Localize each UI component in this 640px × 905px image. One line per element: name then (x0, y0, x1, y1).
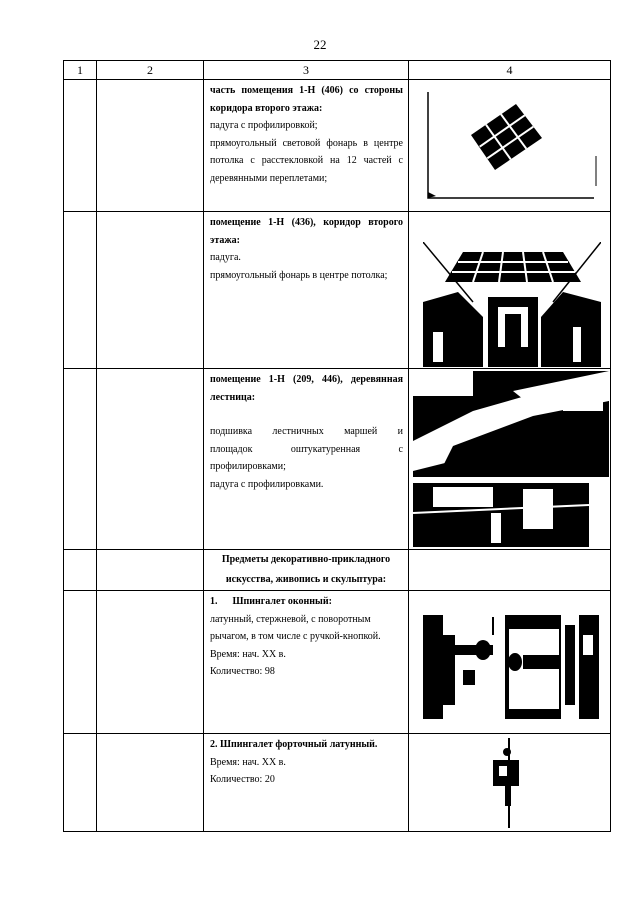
photo-corridor (423, 242, 601, 367)
item-line: Время: нач. XX в. (210, 648, 286, 660)
item-title: 1. Шпингалет оконный: (210, 596, 332, 607)
photo-staircase-top (413, 371, 609, 477)
photo-vent-latch (487, 738, 527, 828)
item-line: латунный, стержневой, с поворотным рычагом, в том числе с ручкой-кнопкой. (210, 613, 381, 642)
item-line: прямоугольный фонарь в центре потолка; (210, 269, 388, 281)
photo-staircase-bottom (413, 483, 589, 547)
photo-ceiling-skylight (424, 86, 606, 203)
header-col-1: 1 (64, 61, 97, 80)
header-col-4: 4 (409, 61, 611, 80)
item-line: профилировками; (210, 461, 286, 472)
header-col-2: 2 (97, 61, 204, 80)
item-title: помещение 1-Н (436), коридор второго этажа: (210, 217, 403, 246)
item-title: помещение 1-Н (209, 446), деревянная лестница: (210, 374, 403, 403)
item-title: часть помещения 1-Н (406) со стороны коридора второго этажа: (210, 85, 403, 114)
section-title: Предметы декоративно-прикладного искусства, живопись и скульптура: (204, 550, 409, 591)
page-number: 22 (313, 37, 327, 52)
table-row (64, 80, 611, 212)
table-header-row (64, 61, 611, 80)
table-row (64, 734, 611, 832)
table-row (64, 591, 611, 734)
item-line: Количество: 98 (210, 666, 275, 677)
section-row (64, 550, 611, 591)
item-line: Время: нач. XX в. (210, 756, 286, 768)
table-row: помещение 1-Н (209, 446), деревянная лестница: подшивка лестничных маршей и площадок оштукатуренная с профилировками; падуга с профилировками. (64, 369, 611, 550)
header-col-3: 3 (204, 61, 409, 80)
item-title: 2. Шпингалет форточный латунный. (210, 739, 378, 750)
item-line: падуга с профилировкой; (210, 120, 318, 131)
photo-window-latch (423, 615, 599, 719)
inventory-table (63, 60, 611, 832)
item-line: падуга. (210, 252, 241, 263)
item-line: Количество: 20 (210, 774, 275, 785)
table-row (64, 212, 611, 369)
item-line: падуга с профилировками. (210, 478, 324, 490)
item-line: прямоугольный световой фонарь в центре потолка с расстекловкой на 12 частей с деревянными переплетами; (210, 137, 403, 184)
